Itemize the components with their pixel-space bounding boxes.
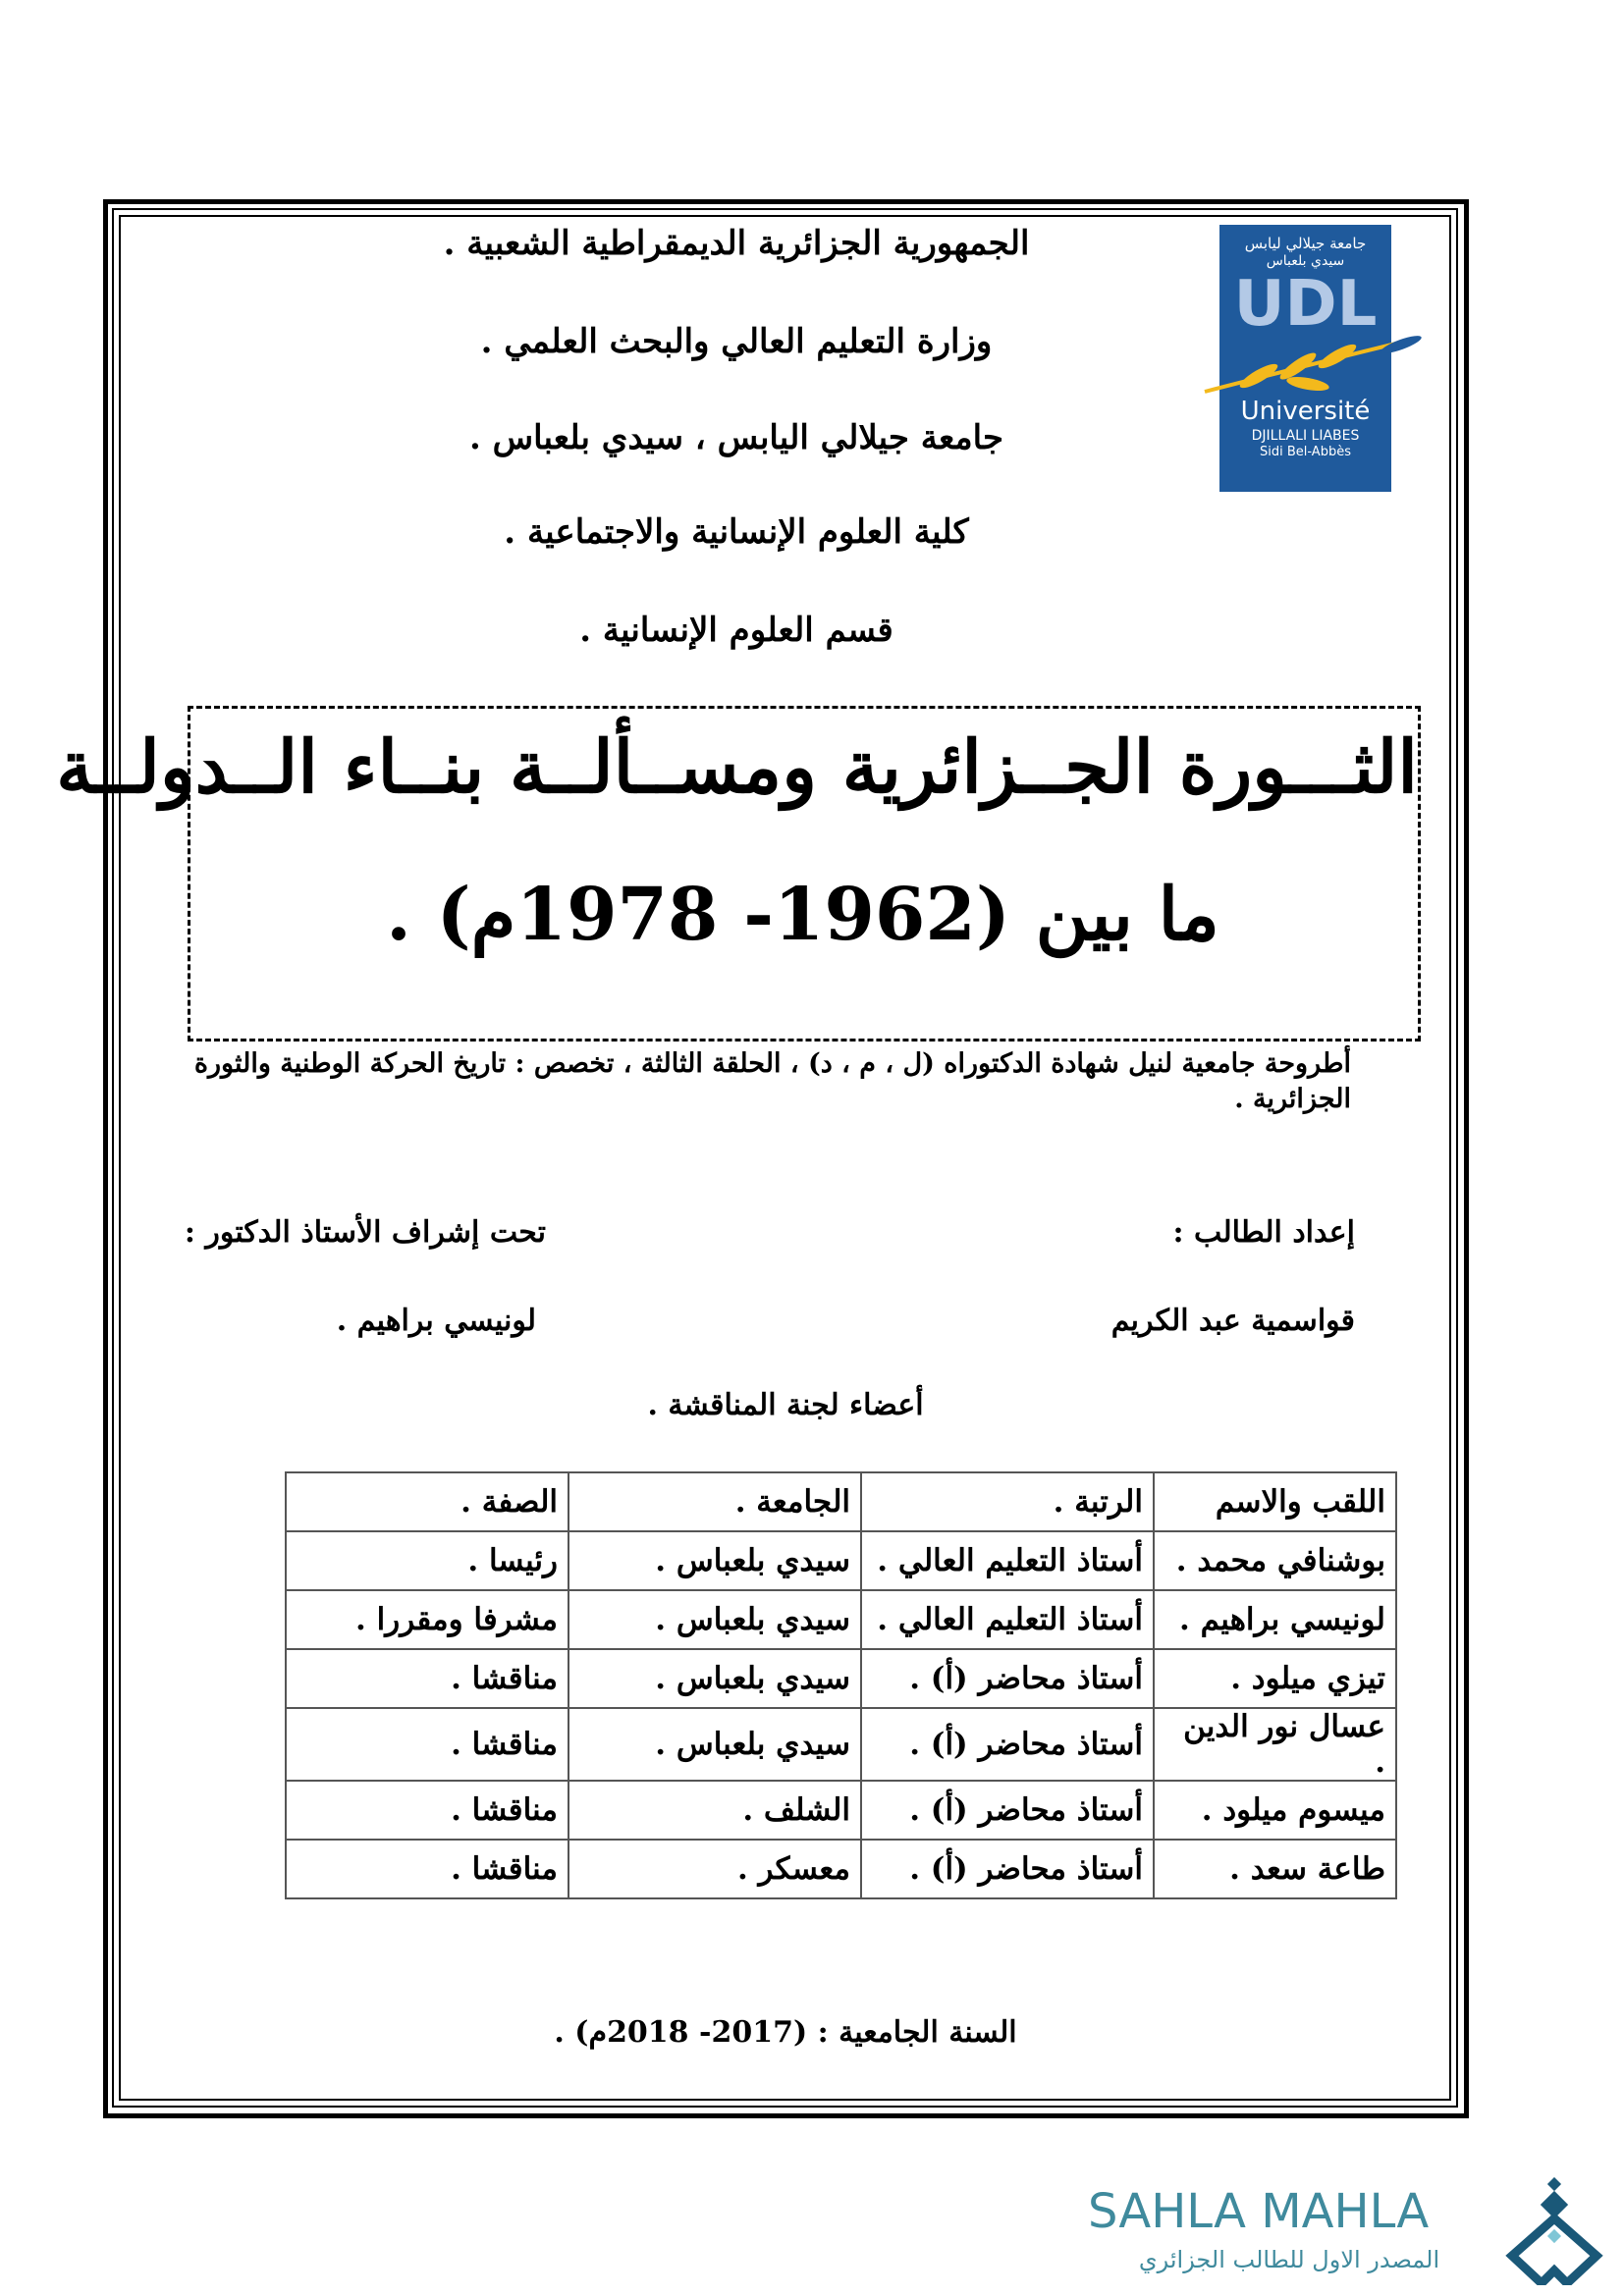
cell-role: مناقشا . <box>286 1840 568 1898</box>
table-row <box>286 1840 1396 1898</box>
table-row <box>286 1590 1396 1649</box>
logo-mark: UDL <box>1233 268 1378 342</box>
header-role: الصفة . <box>286 1472 568 1531</box>
cell-university: سيدي بلعباس . <box>568 1590 861 1649</box>
table-header-row <box>286 1472 1396 1531</box>
header-department: قسم العلوم الإنسانية . <box>579 611 893 650</box>
logo-djillali: DJILLALI LIABES <box>1251 427 1360 444</box>
header-republic: الجمهورية الجزائرية الديمقراطية الشعبية . <box>443 224 1030 263</box>
olive-branch-icon <box>1200 331 1426 396</box>
university-logo <box>1219 225 1391 492</box>
logo-sidi: Sidi Bel-Abbès <box>1260 445 1351 460</box>
committee-title: أعضاء لجنة المناقشة . <box>647 1388 924 1422</box>
header-rank: الرتبة . <box>861 1472 1154 1531</box>
cell-name: لونيسي براهيم . <box>1154 1590 1396 1649</box>
header-ministry: وزارة التعليم العالي والبحث العلمي . <box>480 322 993 361</box>
academic-year: السنة الجامعية : (2017- 2018م) . <box>554 2015 1017 2050</box>
header-university: الجامعة . <box>568 1472 861 1531</box>
thesis-title-line2: ما بين (1962- 1978م) . <box>386 873 1219 957</box>
sahla-mahla-watermark <box>1088 2177 1618 2285</box>
table-row <box>286 1531 1396 1590</box>
logo-arabic-1: جامعة جيلالي ليابس <box>1244 235 1367 252</box>
supervisor-label: تحت إشراف الأستاذ الدكتور : <box>184 1215 546 1250</box>
cell-role: مناقشا . <box>286 1708 568 1781</box>
cell-rank: أستاذ محاضر (أ) . <box>861 1781 1154 1840</box>
header-university: جامعة جيلالي اليابس ، سيدي بلعباس . <box>469 418 1003 457</box>
cell-university: سيدي بلعباس . <box>568 1708 861 1781</box>
student-label: إعداد الطالب : <box>1172 1215 1355 1250</box>
cell-university: سيدي بلعباس . <box>568 1531 861 1590</box>
cell-university: الشلف . <box>568 1781 861 1840</box>
header-faculty: كلية العلوم الإنسانية والاجتماعية . <box>504 512 969 552</box>
table-row <box>286 1781 1396 1840</box>
cell-rank: أستاذ محاضر (أ) . <box>861 1649 1154 1708</box>
logo-universite: Université <box>1240 397 1371 427</box>
header-name: اللقب والاسم <box>1154 1472 1396 1531</box>
cell-role: مناقشا . <box>286 1781 568 1840</box>
cell-name: تيزي ميلود . <box>1154 1649 1396 1708</box>
cell-rank: أستاذ محاضر (أ) . <box>861 1708 1154 1781</box>
cell-role: مشرفا ومقررا . <box>286 1590 568 1649</box>
cell-role: مناقشا . <box>286 1649 568 1708</box>
watermark-name: SAHLA MAHLA <box>1088 2184 1430 2239</box>
cell-role: رئيسا . <box>286 1531 568 1590</box>
supervisor-name: لونيسي براهيم . <box>336 1304 536 1338</box>
cell-university: سيدي بلعباس . <box>568 1649 861 1708</box>
cell-name: طاعة سعد . <box>1154 1840 1396 1898</box>
watermark-tagline: المصدر الاول للطالب الجزائري <box>1138 2246 1440 2273</box>
cell-rank: أستاذ محاضر (أ) . <box>861 1840 1154 1898</box>
table-row <box>286 1708 1396 1781</box>
cell-name: ميسوم ميلود . <box>1154 1781 1396 1840</box>
sahla-emblem-icon <box>1498 2177 1616 2285</box>
thesis-title-line1: الثـــورة الجــزائرية ومســألــة بنــاء الــدولــة <box>56 725 1418 810</box>
committee-table <box>285 1471 1397 1899</box>
cell-name: بوشنافي محمد . <box>1154 1531 1396 1590</box>
table-row <box>286 1649 1396 1708</box>
logo-arabic-2: سيدي بلعباس <box>1266 252 1345 269</box>
cell-rank: أستاذ التعليم العالي . <box>861 1531 1154 1590</box>
cell-rank: أستاذ التعليم العالي . <box>861 1590 1154 1649</box>
student-name: قواسمية عبد الكريم <box>1110 1304 1355 1338</box>
cell-name: عسال نور الدين . <box>1154 1708 1396 1781</box>
thesis-subtitle: أطروحة جامعية لنيل شهادة الدكتوراه (ل ، م ، د) ، الحلقة الثالثة ، تخصص : تاريخ الحركة الوطنية والثورة الجزائرية . <box>193 1048 1351 1115</box>
cell-university: معسكر . <box>568 1840 861 1898</box>
